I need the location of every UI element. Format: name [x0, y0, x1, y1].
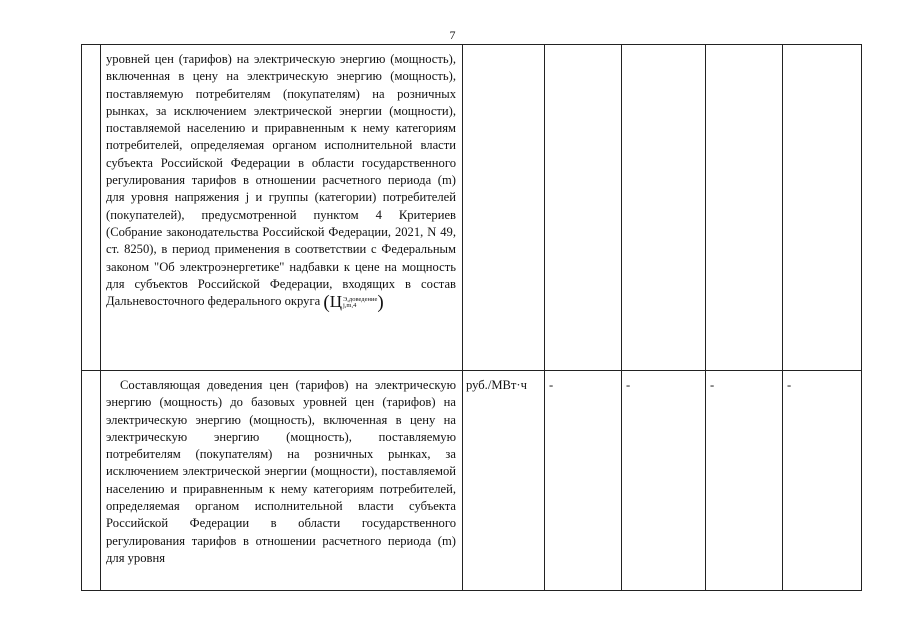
- tariff-table: [81, 44, 862, 591]
- value-cell: -: [706, 371, 783, 591]
- table-row: [82, 45, 862, 371]
- value-cell: -: [783, 371, 862, 591]
- value-cell: [622, 45, 706, 371]
- page-number: 7: [449, 28, 456, 42]
- formula-symbol: Ц: [329, 292, 342, 312]
- unit-cell: [463, 45, 545, 371]
- table-row: [82, 371, 862, 591]
- value-cell: [545, 45, 622, 371]
- row-number-cell: [82, 371, 101, 591]
- formula-superscript: Э,доведение: [343, 295, 378, 303]
- tariff-formula: (ЦЭ,доведение j,m,4 ): [323, 292, 384, 314]
- value-cell: [706, 45, 783, 371]
- row-number-cell: [82, 45, 101, 371]
- value-cell: -: [622, 371, 706, 591]
- description-text: Составляющая доведения цен (тарифов) на электрическую энергию (мощность) до базовых уровней цен (тарифов) на электрическую энергию (мощность), включенная в цену на электрическую энергию (мощность), поставляемую потребителям (покупателям) на розничных рынках, за исключением электрической энергии (мощности), поставляемой населению и приравненным к нему категориям потребителей, определяемая органом исполнительной власти субъекта Российской Федерации в области государственного регулирования тарифов в отношении расчетного периода (m) для уровня: [106, 378, 456, 565]
- value-cell: [783, 45, 862, 371]
- value-cell: -: [545, 371, 622, 591]
- description-cell: [101, 371, 463, 591]
- formula-subscript: j,m,4: [343, 302, 357, 310]
- unit-cell: руб./МВт·ч: [463, 371, 545, 591]
- description-text: уровней цен (тарифов) на электрическую энергию (мощность), включенная в цену на электрическую энергию (мощность), поставляемую потребителям (покупателям) на розничных рынках, за исключением электрической энергии (мощности), поставляемой населению и приравненным к нему категориям потребителей, определяемая органом исполнительной власти субъекта Российской Федерации в области государственного регулирования тарифов в отношении расчетного периода (m) для уровня напряжения j и группы (категории) потребителей (покупателей), предусмотренной пунктом 4 Критериев (Собрание законодательства Российской Федерации, 2021, N 49, ст. 8250), в период применения в соответствии с Федеральным законом "Об электроэнергетике" надбавки к цене на мощность для субъектов Российской Федерации, входящих в состав Дальневосточного федерального округа: [106, 52, 456, 309]
- description-cell: [101, 45, 463, 371]
